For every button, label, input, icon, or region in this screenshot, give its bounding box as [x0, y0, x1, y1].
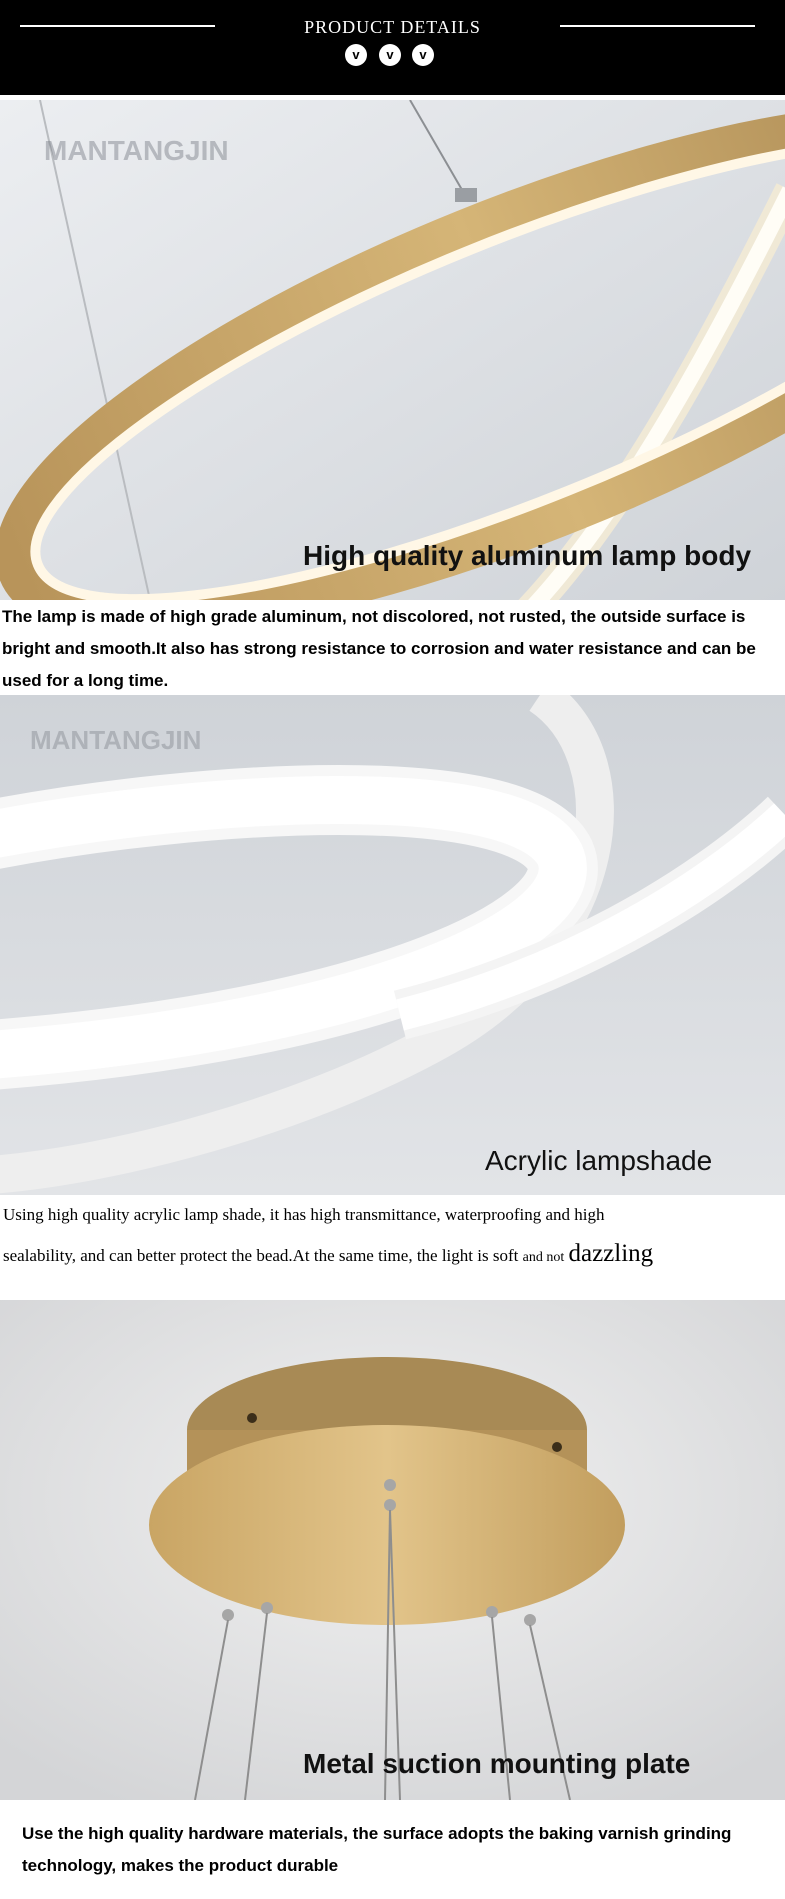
- aluminum-lamp-photo: [0, 100, 785, 600]
- mounting-plate-photo: [0, 1300, 785, 1800]
- description-text: sealability, and can better protect the bead.At the same time, the light is soft: [3, 1246, 519, 1265]
- brand-watermark: MANTANGJIN: [30, 725, 202, 755]
- mounting-plate-image: [0, 1300, 785, 1800]
- section-description-line-2: [0, 1240, 785, 1268]
- chevron-down-icon: v: [412, 44, 434, 66]
- section-caption: Metal suction mounting plate: [303, 1748, 691, 1779]
- chevron-down-icon: v: [345, 44, 367, 66]
- header-title: PRODUCT DETAILS: [304, 17, 481, 37]
- section-description-line-1: Using high quality acrylic lamp shade, it has high transmittance, waterproofing and high: [3, 1205, 605, 1224]
- acrylic-lampshade-photo: [0, 695, 785, 1195]
- brand-watermark: MANTANGJIN: [44, 135, 229, 166]
- section-description: The lamp is made of high grade aluminum, not discolored, not rusted, the outside surface is bright and smooth.It also has strong resistance to corrosion and water resistance and can be used for a long time.: [2, 607, 756, 690]
- chevron-down-icon: v: [379, 44, 401, 66]
- description-text-small: and not: [522, 1250, 565, 1265]
- section-description: Use the high quality hardware materials, the surface adopts the baking varnish grinding technology, makes the product durable: [22, 1824, 732, 1875]
- product-details-header: [0, 0, 785, 95]
- section-caption: High quality aluminum lamp body: [303, 540, 752, 571]
- aluminum-ring-image: [0, 100, 785, 600]
- section-caption: Acrylic lampshade: [485, 1145, 713, 1176]
- acrylic-rings-image: [0, 695, 785, 1195]
- description-text-large: dazzling: [568, 1240, 654, 1267]
